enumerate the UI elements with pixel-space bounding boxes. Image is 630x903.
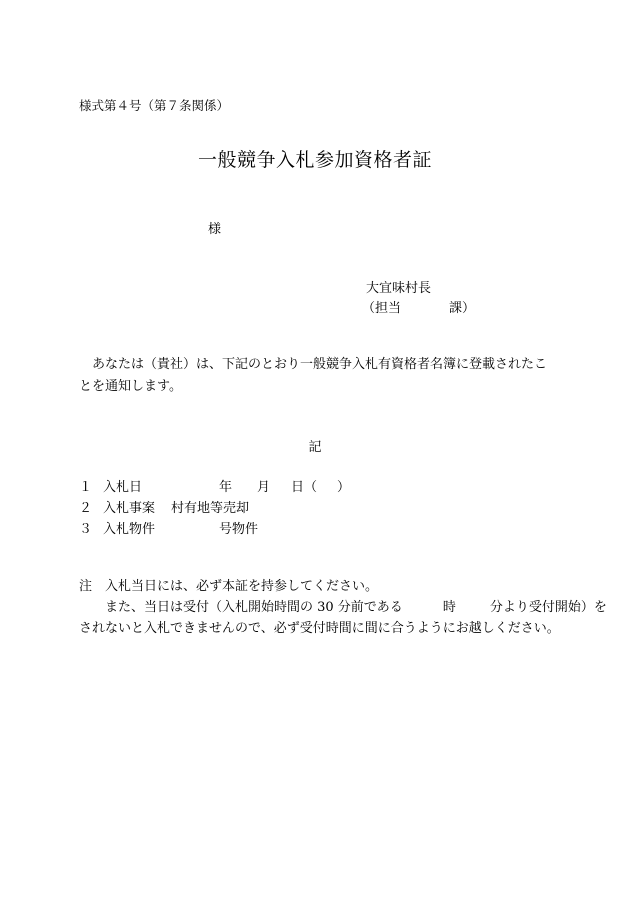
note-line-1: 注 入札当日には、必ず本証を持参してください。: [79, 579, 379, 594]
issuer-department: [362, 297, 475, 316]
note-line-3: されないと入札できませんので、必ず受付時間に間に合うようにお越しください。: [79, 621, 560, 636]
item-year: 年: [219, 480, 233, 495]
item-label: 入札事案: [103, 501, 156, 516]
note-line-2-b: 時: [442, 600, 456, 615]
item-list: [79, 477, 350, 540]
list-item: [79, 519, 350, 540]
list-item: [79, 477, 350, 498]
document-title: 一般競争入札参加資格者証: [197, 149, 432, 171]
item-label: 入札日: [103, 480, 143, 495]
form-number: 様式第４号（第７条関係）: [79, 98, 230, 113]
list-item: [79, 498, 350, 519]
note-section: [79, 576, 607, 639]
item-value: 号物件: [219, 522, 259, 537]
item-label: 入札物件: [103, 522, 156, 537]
note-line-2-a: また、当日は受付（入札開始時間の 30 分前である: [105, 600, 403, 615]
item-month: 月: [257, 480, 271, 495]
addressee-suffix: 様: [208, 222, 222, 237]
item-number: ２: [79, 501, 93, 516]
item-number: １: [79, 480, 93, 495]
note-line-2: [79, 597, 607, 618]
notification-text: あなたは（貴社）は、下記のとおり一般競争入札有資格者名簿に登載されたことを通知します。: [79, 357, 548, 394]
dept-close: 課）: [449, 301, 476, 316]
item-close: ）: [337, 480, 351, 495]
item-value: 村有地等売却: [171, 501, 250, 516]
note-line-2-c: 分より受付開始）を: [489, 600, 607, 615]
issuer-name: 大宜味村長: [366, 281, 432, 296]
ki-heading: 記: [308, 440, 322, 455]
item-number: ３: [79, 522, 93, 537]
item-day: 日（: [291, 480, 318, 495]
dept-open: （担当: [362, 301, 402, 316]
